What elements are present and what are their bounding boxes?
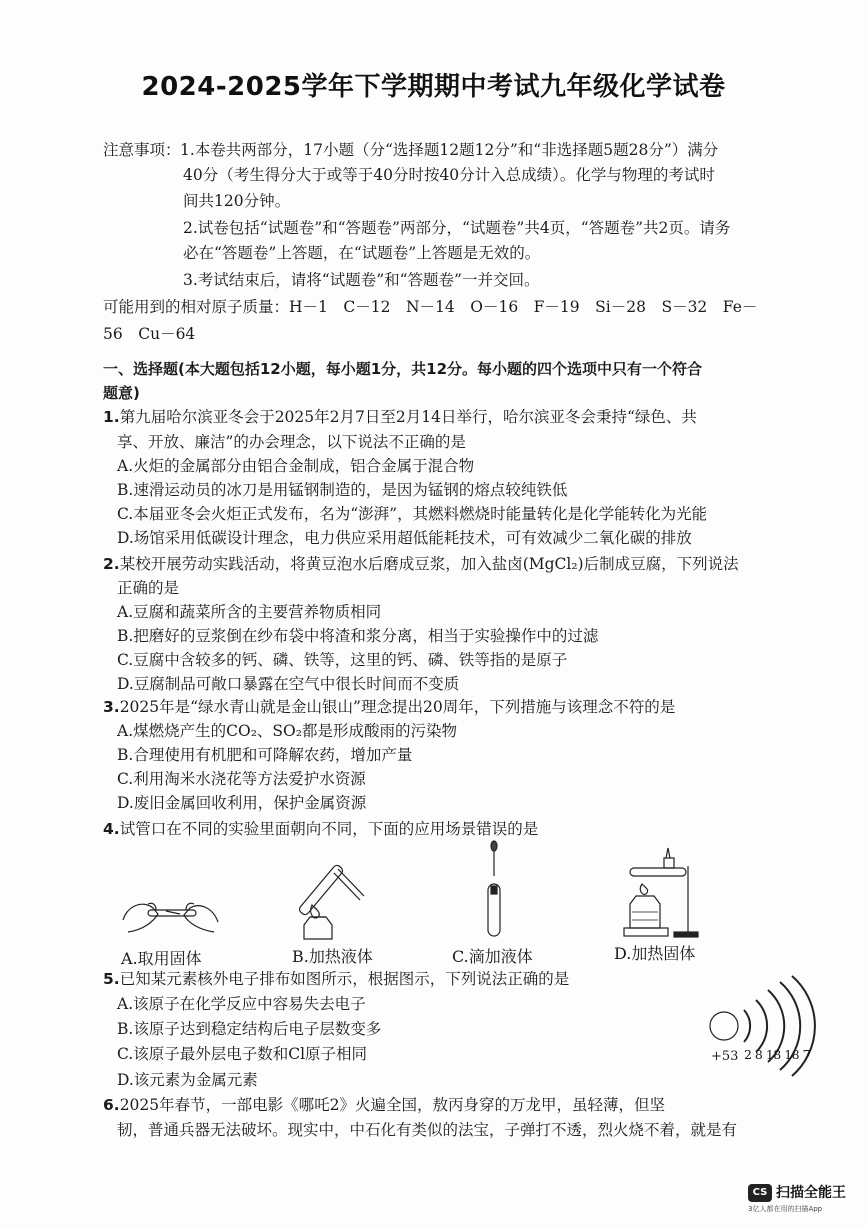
figure-caption-a: A.取用固体 [121,949,202,968]
question-text: 享、开放、廉洁”的办会理念，以下说法不正确的是 [117,433,466,451]
question-text: 韧，普通兵器无法破坏。现实中，中石化有类似的法宝，子弹打不透，烈火烧不着，就是有 [117,1121,738,1139]
notice-line: 3.考试结束后，请将“试题卷”和“答题卷”一并交回。 [183,271,540,289]
question-text: 2025年春节，一部电影《哪吒2》火遍全国，敖丙身穿的万龙甲，虽轻薄，但坚 [119,1096,665,1114]
figure-c-dropping-liquid [482,840,506,940]
figure-d-heating-solid [620,848,702,940]
scanner-tagline: 3亿人都在用的扫描App [748,1205,823,1213]
option-a: A.火炬的金属部分由铝合金制成，铝合金属于混合物 [117,457,475,475]
figure-caption-d: D.加热固体 [614,944,696,963]
question-text: 某校开展劳动实践活动，将黄豆泡水后磨成豆浆，加入盐卤(MgCl₂)后制成豆腐，下列说法 [119,555,739,573]
question-2-stem [103,554,739,574]
atomic-mass-line: 可能用到的相对原子质量：H－1 C－12 N－14 O－16 F－19 Si－28 S－32 Fe－ [103,298,758,316]
atomic-mass-line: 56 Cu－64 [103,325,196,343]
question-6-stem [103,1095,665,1115]
notice-line: 间共120分钟。 [183,192,291,210]
question-text: 2025年是“绿水青山就是金山银山”理念提出20周年，下列措施与该理念不符的是 [119,698,676,716]
option-b: B.该原子达到稳定结构后电子层数变多 [117,1020,382,1038]
scanner-app-name: 扫描全能王 [776,1185,846,1201]
scanner-watermark [748,1180,848,1214]
question-1-stem [103,407,697,427]
page-title: 2024-2025学年下学期期中考试九年级化学试卷 [141,72,726,102]
section-heading: 一、选择题(本大题包括12小题，每小题1分，共12分。每小题的四个选项中只有一个符合 [103,360,703,378]
option-d: D.场馆采用低碳设计理念，电力供应采用超低能耗技术，可有效减少二氧化碳的排放 [117,529,692,547]
option-c: C.本届亚冬会火炬正式发布，名为“澎湃”，其燃料燃烧时能量转化是化学能转化为光能 [117,505,708,523]
question-number: 1. [103,408,120,426]
question-text: 试管口在不同的实验里面朝向不同，下面的应用场景错误的是 [119,820,539,838]
option-c: C.该原子最外层电子数和Cl原子相同 [117,1045,368,1063]
option-d: D.豆腐制品可敞口暴露在空气中很长时间而不变质 [117,675,460,693]
electron-shells: 2 8 18 18 7 [744,1047,811,1062]
question-5-stem [103,969,569,989]
question-text: 第九届哈尔滨亚冬会于2025年2月7日至2月14日举行，哈尔滨亚冬会秉持“绿色、共 [119,408,697,426]
question-number: 3. [103,698,120,716]
scanner-logo-icon: CS [748,1184,772,1202]
question-4-stem [103,819,538,839]
option-c: C.豆腐中含较多的钙、磷、铁等，这里的钙、磷、铁等指的是原子 [117,651,568,669]
figure-a-hands-test-tube [118,890,223,940]
question-number: 2. [103,555,120,573]
option-b: B.速滑运动员的冰刀是用锰钢制造的，是因为锰钢的熔点较纯铁低 [117,481,568,499]
option-a: A.煤燃烧产生的CO₂、SO₂都是形成酸雨的污染物 [117,722,457,740]
figure-caption-c: C.滴加液体 [452,947,533,966]
figure-caption-b: B.加热液体 [292,947,373,966]
option-d: D.废旧金属回收利用，保护金属资源 [117,794,367,812]
question-3-stem [103,697,675,717]
question-text: 已知某元素核外电子排布如图所示，根据图示，下列说法正确的是 [119,970,570,988]
notice-line: 必在“答题卷”上答题，在“试题卷”上答题是无效的。 [183,244,541,262]
option-b: B.合理使用有机肥和可降解农药，增加产量 [117,746,413,764]
figure-b-heating-liquid [298,855,378,943]
option-d: D.该元素为金属元素 [117,1071,258,1089]
question-number: 5. [103,970,120,988]
question-text: 正确的是 [117,579,180,597]
question-number: 4. [103,820,120,838]
option-c: C.利用淘米水浇花等方法爱护水资源 [117,770,366,788]
notice-label: 注意事项： [103,141,181,159]
option-b: B.把磨好的豆浆倒在纱布袋中将渣和浆分离，相当于实验操作中的过滤 [117,627,599,645]
section-heading: 题意) [103,384,140,402]
nucleus-charge: +53 [711,1049,739,1064]
notice-line: 2.试卷包括“试题卷”和“答题卷”两部分，“试题卷”共4页，“答题卷”共2页。请务 [183,219,731,237]
notice-line: 40分（考生得分大于或等于40分时按40分计入总成绩）。化学与物理的考试时 [183,166,715,184]
option-a: A.该原子在化学反应中容易失去电子 [117,995,366,1013]
option-a: A.豆腐和蔬菜所含的主要营养物质相同 [117,603,382,621]
notice-line: 1.本卷共两部分，17小题（分“选择题12题12分”和“非选择题5题28分”）满分 [180,141,719,159]
question-number: 6. [103,1096,120,1114]
